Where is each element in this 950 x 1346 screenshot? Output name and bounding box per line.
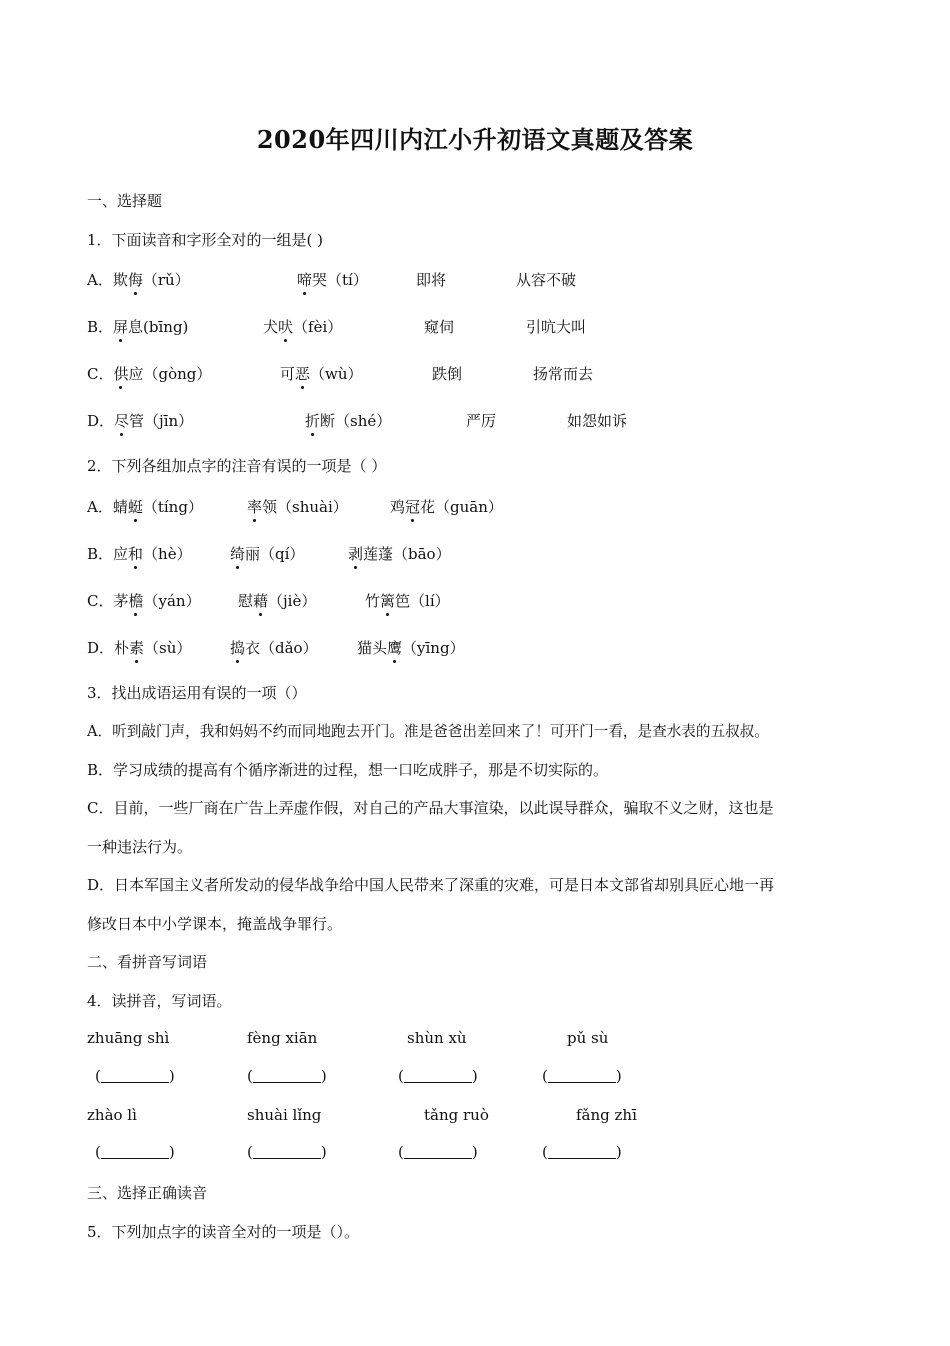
q4-pinyin: shuài lǐng: [247, 1106, 322, 1124]
q2-stem: 2．下列各组加点字的注音有误的一项是（ ）: [87, 457, 387, 475]
q4-pinyin: tǎng ruò: [424, 1106, 489, 1124]
q1-option-a-word3: 即将: [416, 271, 447, 289]
answer-blank[interactable]: ( ): [398, 1143, 478, 1161]
q1-option-d: D．尽管（jīn）: [87, 412, 194, 430]
q2-option-b-word3: 剥莲蓬（bāo）: [348, 545, 451, 563]
q1-option-d-word4: 如怨如诉: [567, 412, 628, 430]
q2-option-b: B．应和（hè）: [87, 545, 192, 563]
answer-blank[interactable]: ( ): [398, 1067, 478, 1085]
q4-pinyin: fǎng zhī: [576, 1106, 637, 1124]
q1-option-a: A．欺侮（rǔ）: [87, 271, 190, 289]
q3-option-c-cont: 一种违法行为。: [87, 838, 193, 856]
q1-option-d-word2: 折断（shé）: [305, 412, 392, 430]
q4-pinyin: shùn xù: [407, 1029, 467, 1047]
answer-blank[interactable]: ( ): [247, 1067, 327, 1085]
section-heading-2: 二、看拼音写词语: [87, 953, 208, 971]
q3-stem: 3．找出成语运用有误的一项（）: [87, 684, 307, 702]
q1-option-b: B．屏息(bīng): [87, 318, 189, 336]
q1-option-a-word4: 从容不破: [516, 271, 577, 289]
q3-option-b: B．学习成绩的提高有个循序渐进的过程，想一口吃成胖子，那是不切实际的。: [87, 761, 609, 779]
q3-option-d: D．日本军国主义者所发动的侵华战争给中国人民带来了深重的灾难，可是日本文部省却别具匠心地一再: [87, 876, 775, 894]
q3-option-d-cont: 修改日本中小学课本，掩盖战争罪行。: [87, 915, 343, 933]
q1-option-c: C．供应（gòng）: [87, 365, 212, 383]
answer-blank[interactable]: ( ): [95, 1143, 175, 1161]
q1-option-c-word2: 可恶（wù）: [280, 365, 363, 383]
q1-option-c-word3: 跌倒: [432, 365, 463, 383]
q1-option-b-word2: 犬吠（fèi）: [263, 318, 343, 336]
q2-option-a-word3: 鸡冠花（guān）: [390, 498, 503, 516]
q1-option-d-word3: 严厉: [466, 412, 497, 430]
q4-stem: 4．读拼音，写词语。: [87, 992, 232, 1010]
answer-blank[interactable]: ( ): [247, 1143, 327, 1161]
q4-pinyin: zhuāng shì: [87, 1029, 170, 1047]
q4-pinyin: pǔ sù: [567, 1029, 609, 1047]
q1-option-b-word4: 引吭大叫: [526, 318, 587, 336]
section-heading-3: 三、选择正确读音: [87, 1184, 208, 1202]
q4-pinyin: fèng xiān: [247, 1029, 318, 1047]
q4-pinyin: zhào lì: [87, 1106, 137, 1124]
q1-option-b-word3: 窥伺: [424, 318, 455, 336]
q2-option-d-word2: 捣衣（dǎo）: [230, 639, 318, 657]
q1-stem: 1．下面读音和字形全对的一组是( ): [87, 231, 324, 249]
q2-option-c-word2: 慰藉（jiè）: [238, 592, 317, 610]
answer-blank[interactable]: ( ): [542, 1067, 622, 1085]
q3-option-a: A．听到敲门声，我和妈妈不约而同地跑去开门。准是爸爸出差回来了！可开门一看，是查水表的五叔叔。: [87, 723, 769, 740]
q1-option-a-word2: 啼哭（tí）: [297, 271, 368, 289]
q2-option-a-word2: 率领（shuài）: [247, 498, 348, 516]
q2-option-d: D．朴素（sù）: [87, 639, 192, 657]
q2-option-c-word3: 竹篱笆（lí）: [365, 592, 450, 610]
q2-option-c: C．茅檐（yán）: [87, 592, 201, 610]
section-heading-1: 一、选择题: [87, 192, 163, 210]
q2-option-b-word2: 绮丽（qí）: [230, 545, 305, 563]
q1-option-c-word4: 扬常而去: [533, 365, 594, 383]
q3-option-c: C．目前，一些厂商在广告上弄虚作假，对自己的产品大事渲染，以此误导群众，骗取不义之财，这也是: [87, 799, 774, 817]
answer-blank[interactable]: ( ): [542, 1143, 622, 1161]
q5-stem: 5．下列加点字的读音全对的一项是（）。: [87, 1223, 360, 1241]
page-title: 2020年四川内江小升初语文真题及答案: [256, 125, 694, 154]
q2-option-d-word3: 猫头鹰（yīng）: [357, 639, 465, 657]
q2-option-a: A．蜻蜓（tíng）: [87, 498, 203, 516]
answer-blank[interactable]: ( ): [95, 1067, 175, 1085]
